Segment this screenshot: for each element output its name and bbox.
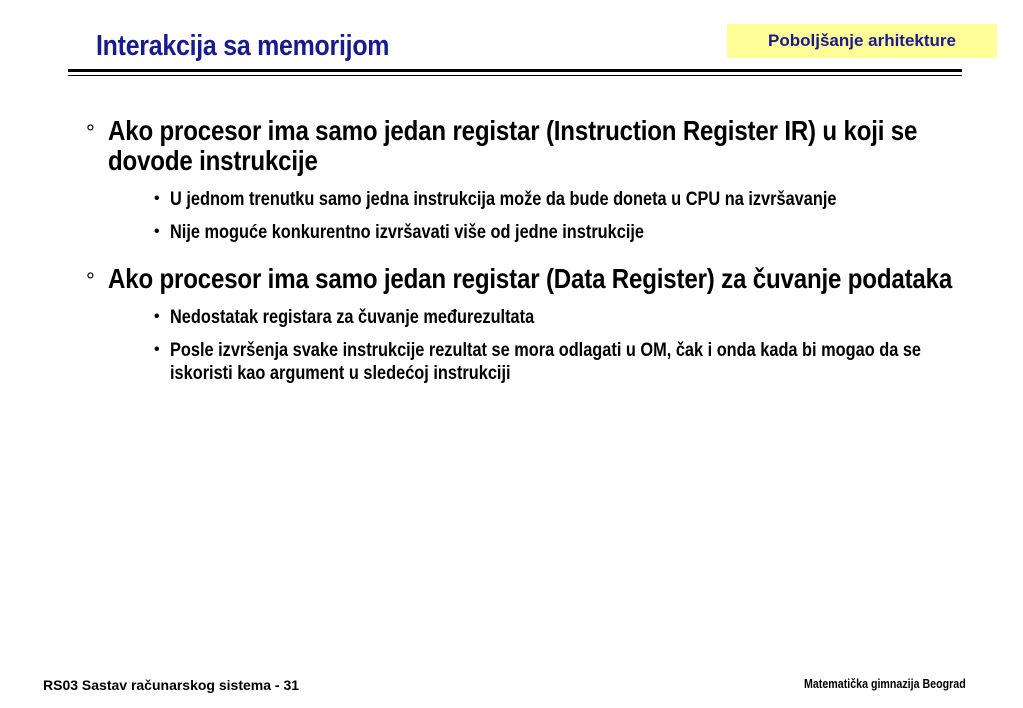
- dot-bullet-icon: •: [154, 223, 160, 240]
- slide-content: [80, 116, 960, 401]
- dot-bullet-icon: •: [154, 341, 160, 358]
- footer-course-page: RS03 Sastav računarskog sistema - 31: [43, 677, 300, 693]
- bullet-item: [80, 116, 960, 244]
- sub-bullet-list: [154, 306, 960, 385]
- sub-bullet-item: [154, 339, 960, 385]
- bullet-text: Ako procesor ima samo jedan registar (Data Register) za čuvanje podataka: [108, 263, 953, 294]
- sub-bullet-text: Nedostatak registara za čuvanje međurezultata: [170, 307, 535, 328]
- bullet-item: [80, 264, 960, 385]
- dot-bullet-icon: •: [154, 190, 160, 207]
- degree-bullet-icon: °: [86, 268, 95, 293]
- sub-bullet-text: Nije moguće konkurentno izvršavati više od jedne instrukcije: [170, 222, 645, 243]
- title-divider-thick: [68, 69, 962, 72]
- sub-bullet-text: U jednom trenutku samo jedna instrukcija može da bude doneta u CPU na izvršavanje: [170, 189, 837, 210]
- bullet-text: Ako procesor ima samo jedan registar (Instruction Register IR) u koji se dovode instrukcije: [108, 115, 918, 176]
- sub-bullet-text: Posle izvršenja svake instrukcije rezultat se mora odlagati u OM, čak i onda kada bi mogao da se iskoristi kao argument u sledećoj instrukciji: [170, 340, 922, 384]
- sub-bullet-item: [154, 188, 960, 211]
- dot-bullet-icon: •: [154, 308, 160, 325]
- section-tag: Poboljšanje arhitekture: [727, 24, 997, 58]
- degree-bullet-icon: °: [86, 120, 95, 145]
- slide-title: Interakcija sa memorijom: [96, 30, 390, 62]
- title-divider-thin: [68, 75, 962, 76]
- sub-bullet-list: [154, 188, 960, 244]
- footer-school-name: Matematička gimnazija Beograd: [804, 676, 966, 691]
- sub-bullet-item: [154, 221, 960, 244]
- sub-bullet-item: [154, 306, 960, 329]
